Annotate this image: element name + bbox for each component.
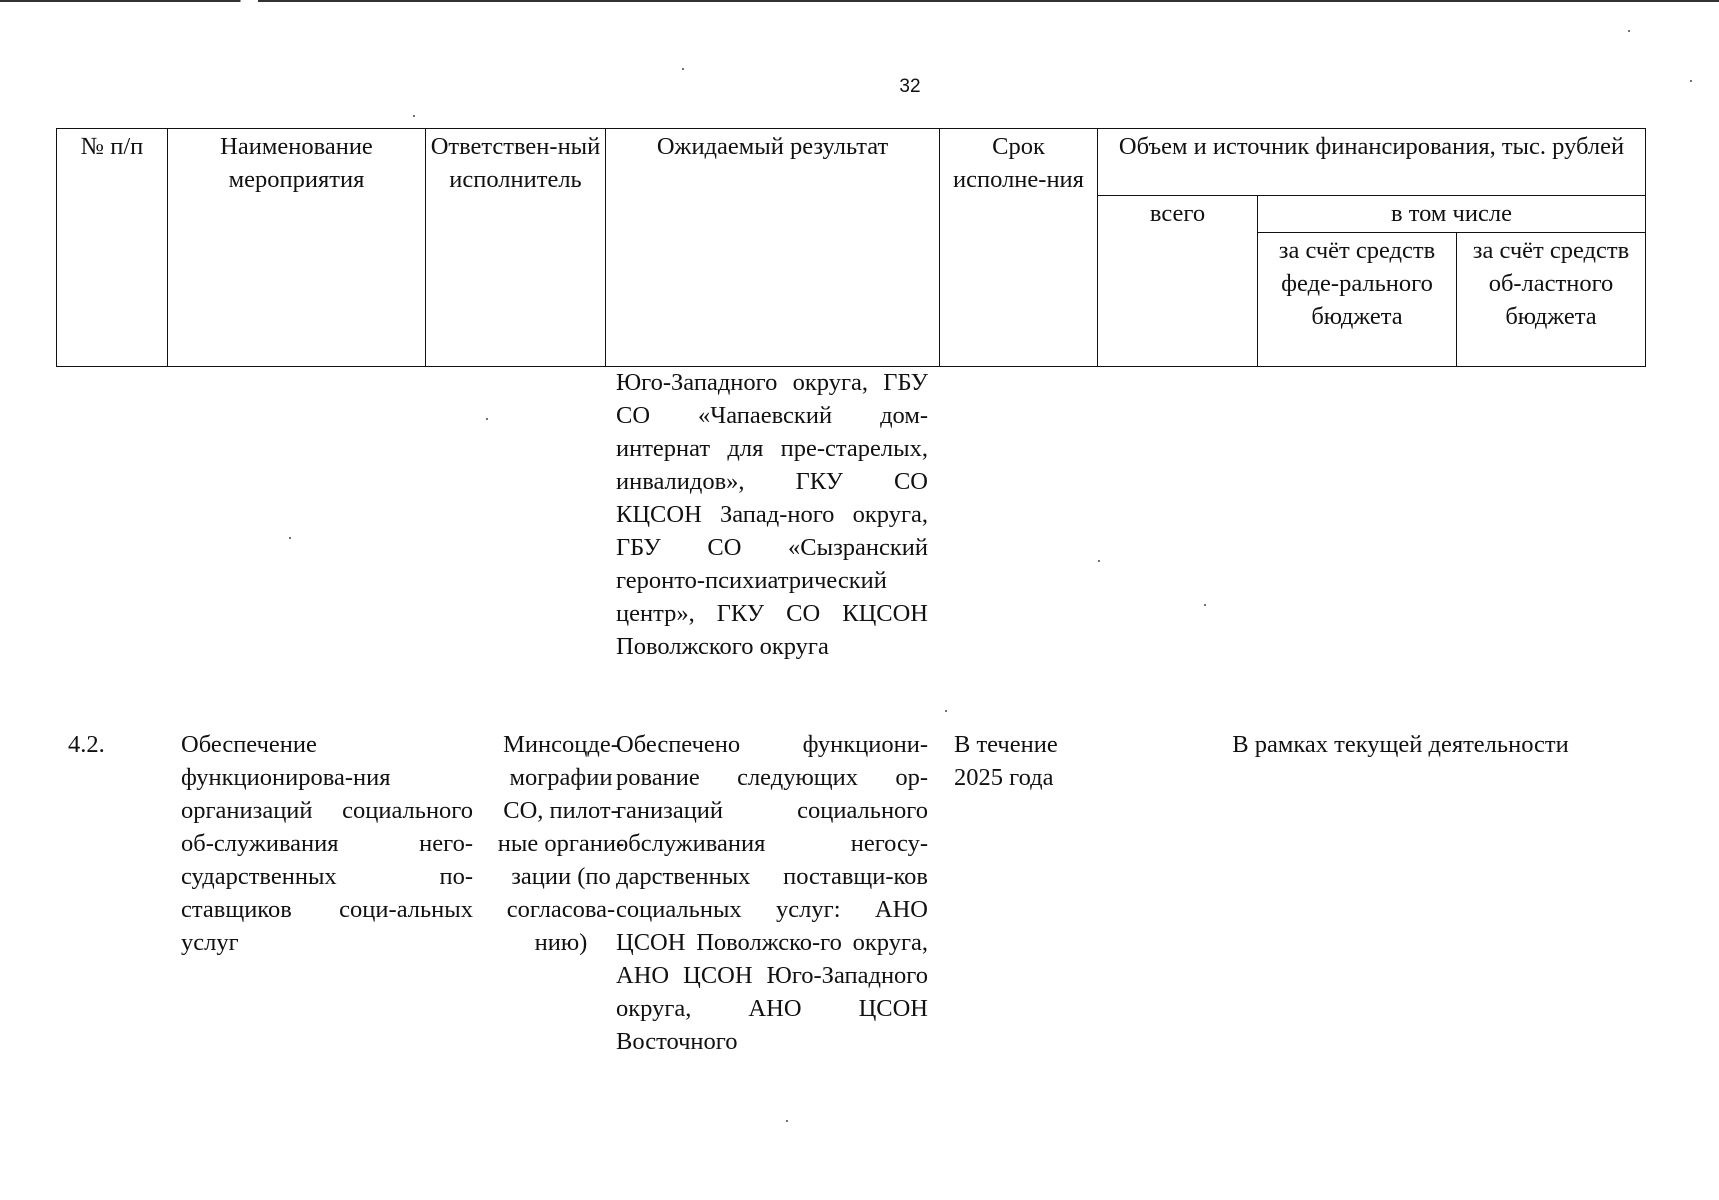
header-name: Наименование мероприятия (168, 129, 426, 367)
header-num: № п/п (57, 129, 168, 367)
row-num: 4.2. (68, 731, 105, 758)
row-result: Обеспечено функциони-рование следующих ор-ганизаций социального обслуживания негосу-дарственных поставщи-ков социальных услуг: АНО ЦСОН Поволжско-го округа, АНО ЦСОН Юго-Западного округа, АНО ЦСОН Восточного (616, 731, 928, 1055)
header-term: Срок исполне-ния (940, 129, 1098, 367)
scan-speck (289, 537, 291, 539)
scan-speck (682, 68, 684, 70)
header-total: всего (1098, 196, 1258, 367)
table-header (56, 128, 1646, 367)
scan-speck (1628, 30, 1630, 32)
row-funding: В рамках текущей деятельности (1232, 731, 1569, 758)
header-regional: за счёт средств об-ластного бюджета (1457, 233, 1646, 367)
header-funding: Объем и источник финансирования, тыс. рублей (1098, 129, 1646, 196)
row-responsible: Минсоцде-мографии СО, пилот-ные органи-зации (по согласова-нию) (497, 731, 625, 956)
continuation-result: Юго-Западного округа, ГБУ СО «Чапаевский дом-интернат для пре-старелых, инвалидов», ГКУ СО КЦСОН Запад-ного округа, ГБУ СО «Сызранский геронто-психиатрический центр», ГКУ СО КЦСОН Поволжского округа (616, 369, 928, 660)
row-name: Обеспечение функционирова-ния организаций социального об-служивания него-сударственных по-ставщиков соци-альных услуг (181, 731, 473, 956)
row-term: В течение 2025 года (954, 731, 1058, 791)
scan-speck (413, 115, 415, 117)
scan-speck (1690, 80, 1692, 82)
scan-speck (1098, 560, 1100, 562)
scan-speck (786, 1120, 788, 1122)
scan-speck (486, 418, 488, 420)
header-responsible: Ответствен-ный исполнитель (426, 129, 606, 367)
header-result: Ожидаемый результат (606, 129, 940, 367)
scan-speck (945, 710, 947, 712)
scan-top-edge (0, 0, 1719, 2)
header-federal: за счёт средств феде-рального бюджета (1258, 233, 1457, 367)
scan-speck (1204, 604, 1206, 606)
page-number: 32 (899, 76, 921, 97)
header-including: в том числе (1258, 196, 1646, 233)
